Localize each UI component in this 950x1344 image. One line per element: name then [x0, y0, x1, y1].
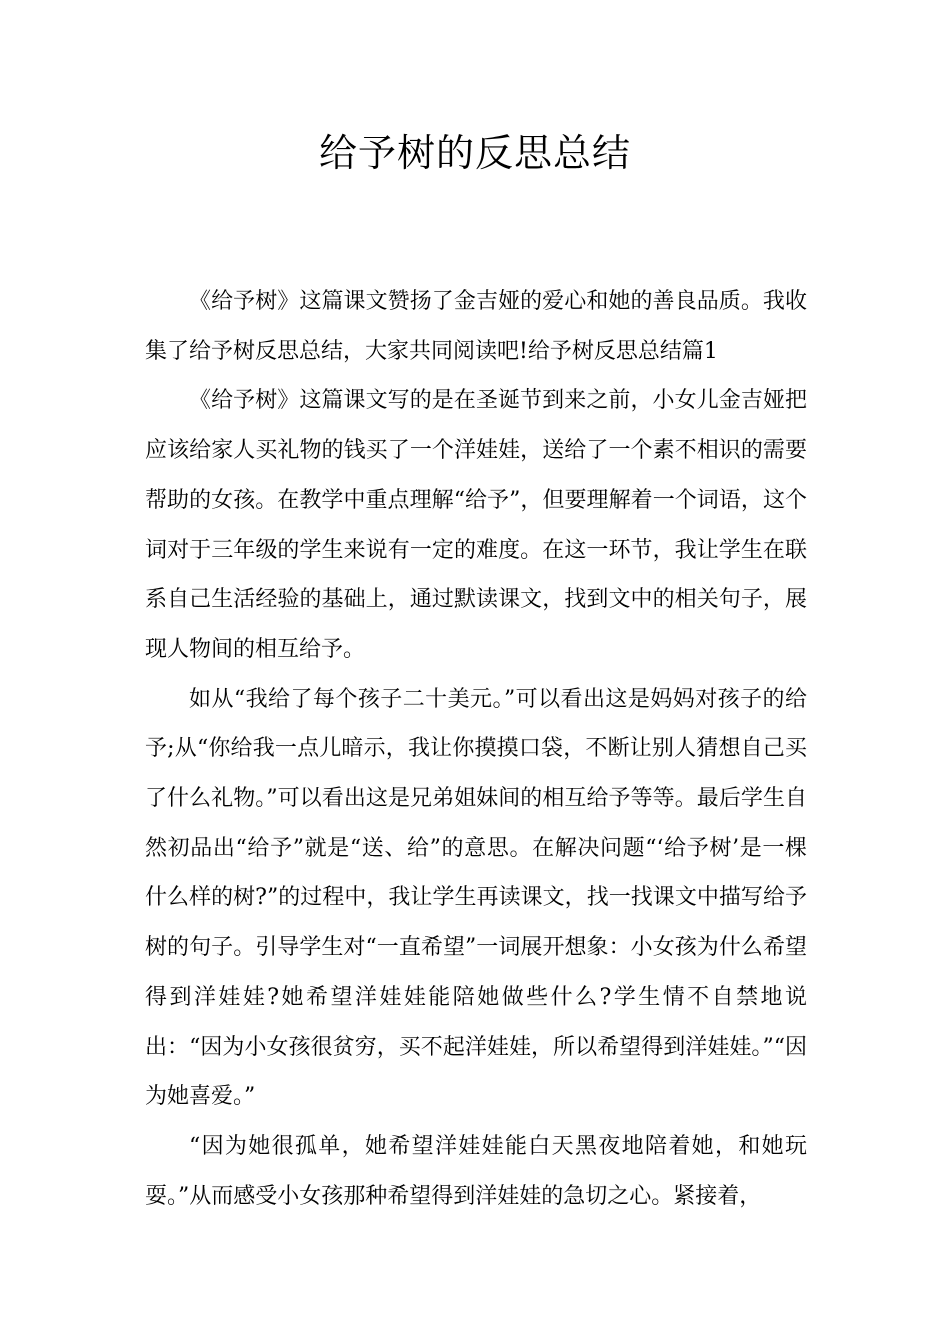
paragraph-continuation: “因为她很孤单，她希望洋娃娃能白天黑夜地陪着她，和她玩耍。”从而感受小女孩那种希望得到洋娃娃的急切之心。紧接着， — [145, 1133, 807, 1209]
document-body — [145, 277, 807, 1221]
paragraph-story-summary: 《给予树》这篇课文写的是在圣诞节到来之前，小女儿金吉娅把应该给家人买礼物的钱买了一个洋娃娃，送给了一个素不相识的需要帮助的女孩。在教学中重点理解“给予”，但要理解着一个词语，这个词对于三年级的学生来说有一定的难度。在这一环节，我让学生在联系自己生活经验的基础上，通过默读课文，找到文中的相关句子，展现人物间的相互给予。 — [145, 388, 807, 662]
document-title: 给予树的反思总结 — [318, 131, 631, 175]
paragraph-examples: 如从“我给了每个孩子二十美元。”可以看出这是妈妈对孩子的给予;从“你给我一点儿暗示，我让你摸摸口袋，不断让别人猜想自己买了什么礼物。”可以看出这是兄弟姐妹间的相互给予等等。最后学生自然初品出“给予”就是“送、给”的意思。在解决问题“‘给予树’是一棵什么样的树?”的过程中，我让学生再读课文，找一找课文中描写给予树的句子。引导学生对“一直希望”一词展开想象：小女孩为什么希望得到洋娃娃?她希望洋娃娃能陪她做些什么?学生情不自禁地说出：“因为小女孩很贫穷，买不起洋娃娃，所以希望得到洋娃娃。”“因为她喜爱。” — [145, 686, 807, 1110]
paragraph-intro: 《给予树》这篇课文赞扬了金吉娅的爱心和她的善良品质。我收集了给予树反思总结，大家共同阅读吧!给予树反思总结篇1 — [145, 289, 807, 364]
